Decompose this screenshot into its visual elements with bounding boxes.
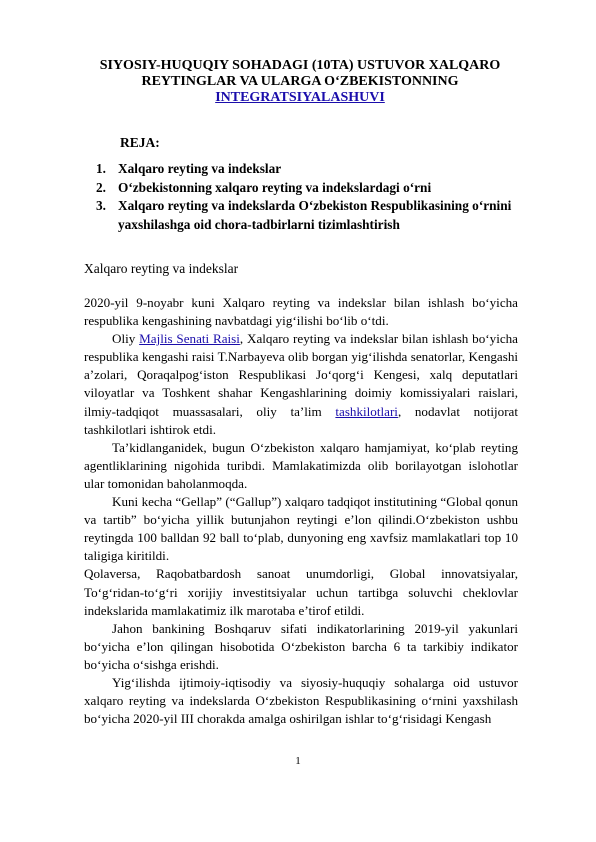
plan-item-number: 3. (96, 198, 106, 213)
paragraph-1: 2020-yil 9-noyabr kuni Xalqaro reyting va indekslar bilan ishlash bo‘yicha respublika kengashining navbatdagi yig‘ilishi bo‘lib o‘tdi. (84, 295, 518, 329)
title-line-3-link[interactable]: INTEGRATSIYALASHUVI (215, 90, 385, 105)
paragraph-2-middle: , Xalqaro reyting va indekslar bilan ishlash bo‘yicha respublika kengashi raisi T.Narbayeva olib borgan yig‘ilishda senatorlar, Kengashi a’zolari, Qoraqalpog‘iston Respublikasi Jo‘qorg‘i Kengesi, xalq deputatlari viloyatlar va Toshkent shahar Kengashlarining doimiy komissiyalari raislari, ilmiy-tadqiqot muassasalari, oliy ta’lim (84, 331, 518, 419)
paragraph-7: Yig‘ilishda ijtimoiy-iqtisodiy va siyosiy-huquqiy sohalarga oid ustuvor xalqaro reyting va indekslarda O‘zbekiston Respublikasining o‘rnini yaxshilash bo‘yicha 2020-yil III chorakda amalga oshirilgan ishlar to‘g‘risidagi Kengash (84, 674, 518, 727)
paragraph-3: Ta’kidlanganidek, bugun O‘zbekiston xalqaro hamjamiyat, ko‘plab reyting agentliklarining nigohida turibdi. Mamlakatimizda olib borilayotgan islohotlar ular tomonidan baholanmoqda. (84, 439, 518, 491)
plan-item (96, 179, 526, 198)
paragraph-5: Qolaversa, Raqobatbardosh sanoat unumdorligi, Global innovatsiyalar, To‘g‘ridan-to‘g‘ri xorijiy investitsiyalar uchun tartibga soluvchi cheklovlar indekslarida mamlakatimiz ilk marotaba e’tirof etildi. (84, 566, 518, 618)
plan-item-text: Xalqaro reyting va indekslar (118, 161, 282, 176)
paragraph-6: Jahon bankining Boshqaruv sifati indikatorlarining 2019-yil yakunlari bo‘yicha e’lon qilingan hisobotida O‘zbekiston barcha 6 ta tarkibiy indikator bo‘yicha o‘sishga erishdi. (84, 620, 518, 672)
plan-item (96, 160, 526, 179)
paragraph-2 (84, 330, 518, 439)
plan-item (96, 197, 526, 234)
tashkilotlari-link[interactable]: tashkilotlari (335, 403, 398, 419)
title-line-1: SIYOSIY-HUQUQIY SOHADAGI (10TA) USTUVOR XALQARO (99, 58, 501, 73)
paragraph-4: Kuni kecha “Gellap” (“Gallup”) xalqaro tadqiqot institutining “Global qonun va tartib” bo‘yicha yillik butunjahon reytingi e’lon qilindi.O‘zbekiston ushbu reytingda 100 balldan 92 ball to‘plab, dunyoning eng xavfsiz mamlakatlari top 10 taligiga kiritildi. (84, 494, 518, 564)
section-heading: Xalqaro reyting va indekslar (84, 261, 239, 276)
body-text (84, 294, 518, 728)
document-title (84, 58, 516, 106)
plan-list (96, 160, 526, 234)
plan-heading: REJA: (120, 135, 160, 150)
plan-item-number: 2. (96, 179, 106, 195)
title-line-2: REYTINGLAR VA ULARGA O‘ZBEKISTONNING (141, 74, 459, 89)
plan-item-number: 1. (96, 161, 106, 176)
majlis-senati-raisi-link[interactable]: Majlis Senati Raisi (139, 331, 240, 347)
paragraph-2-start: Oliy (112, 331, 140, 347)
plan-item-text: Xalqaro reyting va indekslarda O‘zbekiston Respublikasining o‘rnini yaxshilashga oid chora-tadbirlarni tizimlashtirish (118, 198, 512, 232)
page-number: 1 (295, 755, 301, 767)
plan-item-text: O‘zbekistonning xalqaro reyting va indekslardagi o‘rni (118, 179, 432, 195)
paragraph-2-end: , nodavlat notijorat tashkilotlari ishtirok etdi. (84, 403, 519, 437)
